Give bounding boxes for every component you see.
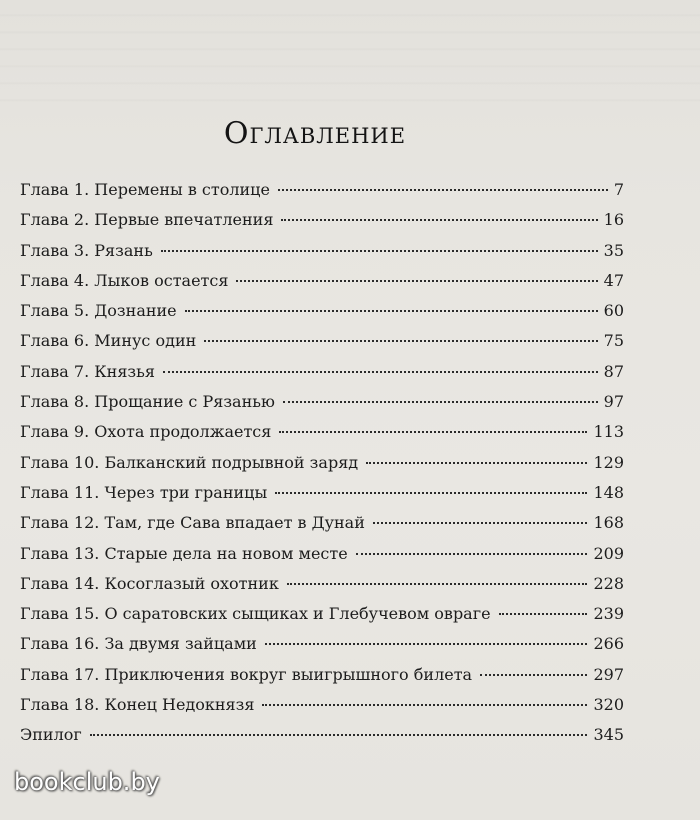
dot-leader — [163, 371, 598, 373]
toc-entry-page: 345 — [593, 725, 624, 745]
toc-entry-page: 7 — [613, 180, 624, 199]
toc-entry-title: Глава 13. Старые дела на новом месте — [20, 543, 348, 563]
dot-leader — [480, 674, 587, 676]
toc-entry-title: Глава 14. Косоглазый охотник — [20, 573, 279, 593]
toc-entry-title: Глава 12. Там, где Сава впадает в Дунай — [20, 513, 365, 533]
toc-entry[interactable] — [20, 241, 624, 271]
dot-leader — [204, 340, 597, 342]
toc-entry[interactable] — [20, 634, 624, 664]
toc-entry[interactable] — [20, 665, 624, 695]
dot-leader — [356, 553, 588, 555]
toc-entry-page: 60 — [603, 301, 624, 321]
toc-entry-page: 228 — [593, 573, 624, 593]
dot-leader — [499, 613, 588, 615]
dot-leader — [283, 401, 598, 403]
table-of-contents — [20, 180, 624, 756]
dot-leader — [373, 522, 588, 524]
toc-entry-title: Глава 17. Приключения вокруг выигрышного билета — [20, 664, 473, 684]
site-watermark: bookclub.by — [14, 768, 160, 796]
toc-entry-page: 297 — [593, 664, 624, 684]
toc-entry[interactable] — [20, 483, 624, 513]
dot-leader — [161, 250, 598, 252]
toc-entry[interactable] — [20, 271, 624, 301]
dot-leader — [279, 431, 587, 433]
toc-entry-title: Глава 11. Через три границы — [20, 482, 268, 502]
toc-entry[interactable] — [20, 604, 624, 634]
toc-entry[interactable] — [20, 210, 624, 240]
toc-entry-page: 47 — [603, 270, 624, 290]
toc-entry-page: 209 — [593, 543, 624, 563]
toc-entry-page: 266 — [593, 634, 624, 654]
toc-entry[interactable] — [20, 695, 624, 725]
toc-entry[interactable] — [20, 180, 624, 210]
toc-entry-title: Глава 15. О саратовских сыщиках и Глебучевом овраге — [20, 604, 491, 624]
toc-entry-title: Глава 9. Охота продолжается — [20, 422, 272, 442]
toc-entry[interactable] — [20, 453, 624, 483]
toc-entry-page: 239 — [593, 604, 624, 624]
toc-entry-title: Глава 10. Балканский подрывной заряд — [20, 452, 359, 472]
toc-entry-page: 75 — [603, 331, 624, 351]
dot-leader — [265, 643, 588, 645]
toc-entry-page: 87 — [603, 361, 624, 381]
toc-entry-title: Глава 8. Прощание с Рязанью — [20, 392, 275, 412]
toc-entry-title: Эпилог — [20, 725, 82, 745]
toc-entry-page: 129 — [593, 452, 624, 472]
toc-entry[interactable] — [20, 422, 624, 452]
toc-entry[interactable] — [20, 392, 624, 422]
dot-leader — [262, 704, 587, 706]
toc-entry[interactable] — [20, 544, 624, 574]
dot-leader — [185, 310, 598, 312]
previous-page-bleed-through — [0, 0, 700, 110]
dot-leader — [281, 219, 597, 221]
toc-entry-page: 113 — [593, 422, 624, 442]
toc-entry-page: 97 — [603, 392, 624, 412]
toc-entry[interactable] — [20, 301, 624, 331]
toc-entry-page: 148 — [593, 482, 624, 502]
toc-entry-title: Глава 7. Князья — [20, 361, 155, 381]
toc-entry-title: Глава 3. Рязань — [20, 240, 153, 260]
dot-leader — [366, 462, 587, 464]
toc-entry-title: Глава 4. Лыков остается — [20, 270, 229, 290]
toc-entry[interactable] — [20, 725, 624, 755]
toc-entry-title: Глава 2. Первые впечатления — [20, 210, 274, 230]
dot-leader — [278, 189, 608, 191]
toc-entry[interactable] — [20, 331, 624, 361]
toc-entry-page: 16 — [603, 210, 624, 230]
toc-entry-title: Глава 1. Перемены в столице — [20, 180, 270, 199]
toc-entry[interactable] — [20, 362, 624, 392]
toc-entry[interactable] — [20, 513, 624, 543]
toc-entry-title: Глава 6. Минус один — [20, 331, 197, 351]
dot-leader — [90, 734, 588, 736]
dot-leader — [236, 280, 597, 282]
toc-entry-page: 35 — [603, 240, 624, 260]
toc-entry-page: 168 — [593, 513, 624, 533]
toc-entry-title: Глава 5. Дознание — [20, 301, 177, 321]
dot-leader — [287, 583, 588, 585]
toc-entry-page: 320 — [593, 695, 624, 715]
dot-leader — [275, 492, 587, 494]
toc-entry-title: Глава 18. Конец Недокнязя — [20, 695, 255, 715]
toc-entry-title: Глава 16. За двумя зайцами — [20, 634, 257, 654]
page-title: Оглавление — [223, 116, 407, 151]
toc-entry[interactable] — [20, 574, 624, 604]
